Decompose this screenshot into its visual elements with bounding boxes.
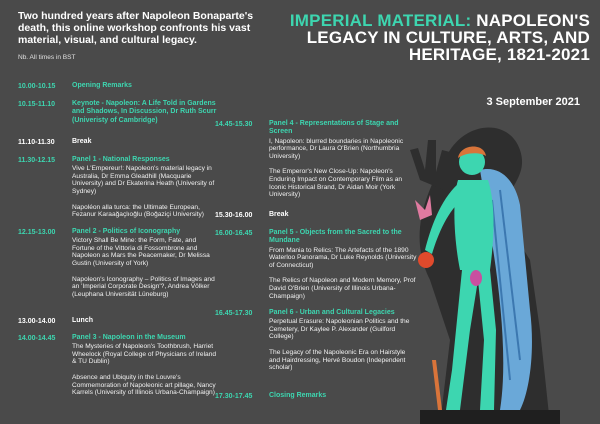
shadow-hand <box>410 140 450 190</box>
schedule-slot <box>18 317 238 326</box>
orb <box>418 252 434 268</box>
title-rest: NAPOLEON'S LEGACY IN CULTURE, ARTS, AND HERITAGE, 1821-2021 <box>306 11 590 64</box>
schedule-slot <box>18 228 238 298</box>
statue-plinth <box>420 410 560 424</box>
intro-text: Two hundred years after Napoleon Bonaparte's death, this online workshop confronts his vast material, visual, and cultural legacy. <box>18 10 254 46</box>
slot-time: 16.00-16.45 <box>215 230 253 237</box>
slot-time: 13.00-14.00 <box>18 318 56 325</box>
slot-time: 14.00-14.45 <box>18 335 56 342</box>
slot-title: Keynote - Napoleon: A Life Told in Gardens and Shadows, In Discussion, Dr Ruth Scurr (Univeristy of Cambridge) <box>72 100 217 124</box>
talk-item: From Mania to Relics: The Artefacts of the 1890 Waterloo Panorama, Dr Luke Reynolds (University of Connecticut) <box>269 246 417 269</box>
schedule-slot <box>18 138 238 147</box>
statue-sword <box>432 360 442 410</box>
timezone-note: Nb. All times in BST <box>18 54 76 61</box>
slot-time: 15.30-16.00 <box>215 212 253 219</box>
intro-block <box>18 10 258 61</box>
talk-item: Napoléon alla turca: the Ultimate European, Fezanur Karaağaçlıoğlu (Boğaziçi University) <box>72 203 204 219</box>
slot-title: Panel 5 - Objects from the Sacred to the Mundane <box>269 229 402 245</box>
slot-time: 11.30-12.15 <box>18 157 55 164</box>
talk-item: I, Napoleon: blurred boundaries in Napoleonic performance, Dr Laura O'Brien (Northumbria University) <box>269 137 404 160</box>
slot-time: 17.30-17.45 <box>215 393 253 400</box>
talk-item: Absence and Ubiquity in the Louvre's Commemoration of Napoleonic art pillage, Nancy Karrels (University of Illinois Urbana-Champaign) <box>72 374 216 397</box>
napoleon-statue-illustration <box>380 110 600 424</box>
talk-item: Vive L'Empereur!: Napoleon's material legacy in Australia, Dr Emma Gleadhill (Macquarie University) and Dr Ekaterina Heath (University of Sydney) <box>72 165 215 196</box>
slot-time: 14.45-15.30 <box>215 121 253 128</box>
talk-item: The Legacy of the Napoleonic Era on Hairstyle and Hairdressing, Hervé Boudon (Independent scholar) <box>269 349 406 372</box>
slot-title: Panel 4 - Representations of Stage and Screen <box>269 120 399 136</box>
schedule-slot <box>18 82 238 91</box>
slot-time: 10.00-10.15 <box>18 83 56 90</box>
slot-time: 10.15-11.10 <box>18 101 55 108</box>
talk-item: Victory Shall Be Mine: the Form, Fate, and Fortune of the Vittoria di Fossombrone and Napoleon as Mars the Peacemaker, Dr Melissa Gustin (University of York) <box>72 237 210 268</box>
slot-title: Panel 1 - National Responses <box>72 156 170 163</box>
slot-title: Lunch <box>72 317 93 324</box>
slot-title: Break <box>72 138 92 145</box>
slot-time: 12.15-13.00 <box>18 229 56 236</box>
slot-title: Panel 2 - Politics of Iconography <box>72 228 181 235</box>
slot-time: 16.45-17.30 <box>215 310 253 317</box>
slot-title: Break <box>269 211 289 218</box>
talk-item: The Relics of Napoleon and Modern Memory, Prof David O'Brien (University of Illinois Urbana-Champaign) <box>269 277 416 300</box>
slot-title: Panel 3 - Napoleon in the Museum <box>72 334 186 341</box>
talk-item: The Mysteries of Napoleon's Toothbrush, Harriet Wheelock (Royal College of Physicians of Ireland & TU Dublin) <box>72 343 217 366</box>
event-date: 3 September 2021 <box>486 96 580 108</box>
talk-item: Perpetual Erasure: Napoleonian Politics and the Cemetery, Dr Kaylee P. Alexander (Guilford College) <box>269 318 410 341</box>
slot-title: Opening Remarks <box>72 82 132 89</box>
slot-title: Panel 6 - Urban and Cultural Legacies <box>269 309 395 316</box>
slot-time: 11.10-11.30 <box>18 139 55 146</box>
talk-item: Napoleon's Iconography – Politics of Images and an 'Imperial Corporate Design'?, Andrea Völker (Leuphana Universität Lüneburg) <box>72 275 215 298</box>
schedule-slot <box>18 334 238 397</box>
page-title <box>258 12 590 63</box>
title-accent: IMPERIAL MATERIAL: <box>289 11 472 30</box>
schedule-slot <box>18 156 238 219</box>
schedule-slot <box>18 100 238 125</box>
talk-item: The Emperor's New Close-Up: Napoleon's Enduring Impact on Contemporary Film as an Iconic Historical Brand, Dr Aidan Moir (York University) <box>269 168 403 199</box>
slot-title: Closing Remarks <box>269 392 327 399</box>
